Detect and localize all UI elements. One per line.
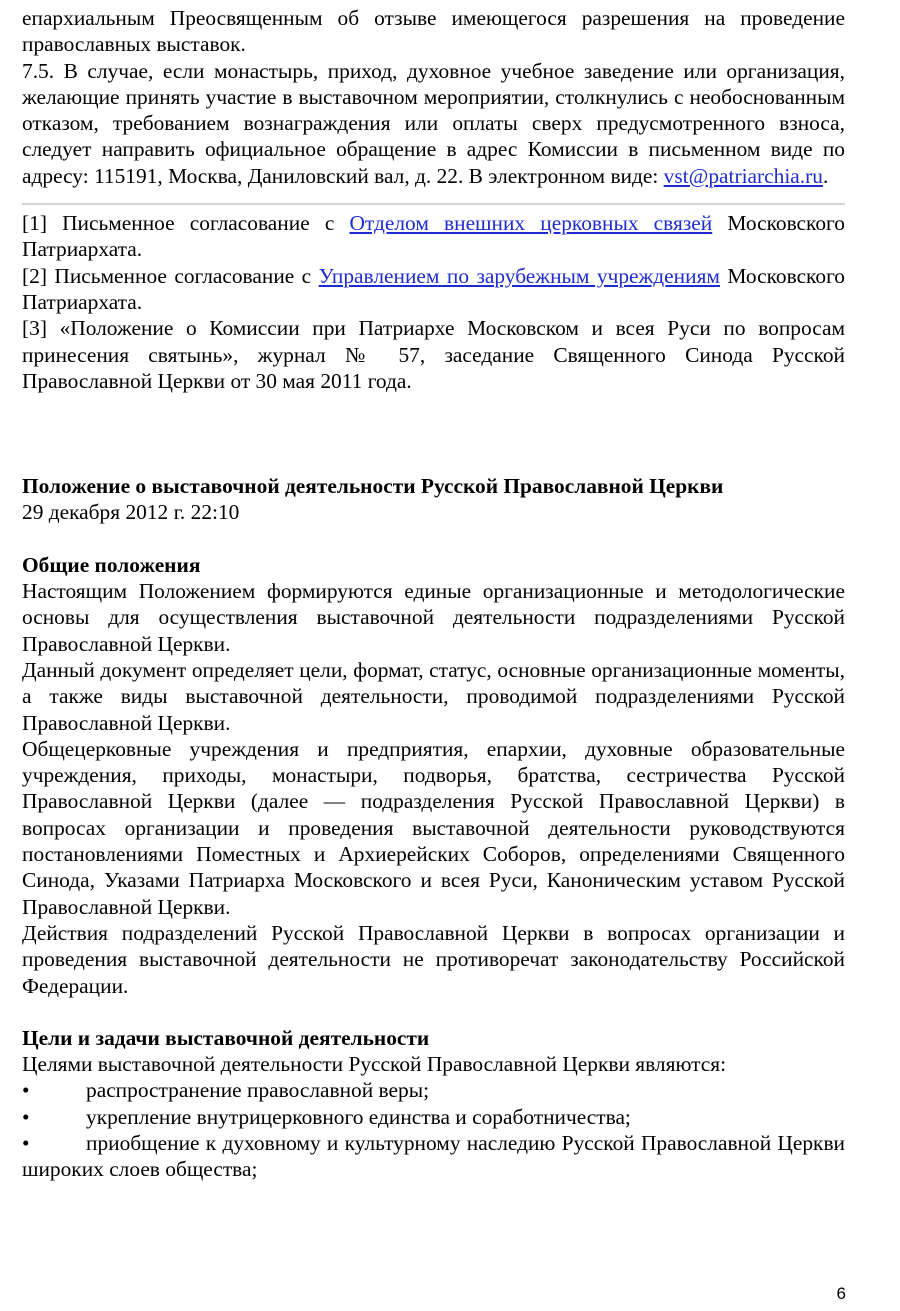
bullet-icon: • bbox=[22, 1078, 30, 1103]
footnote-divider bbox=[22, 203, 845, 205]
footnote-2-text: [2] Письменное согласование с bbox=[22, 263, 319, 288]
goals-intro: Целями выставочной деятельности Русской Православной Церкви являются: bbox=[22, 1052, 727, 1077]
spacer bbox=[22, 394, 845, 473]
page-number: 6 bbox=[836, 1284, 846, 1303]
paragraph-7-5 bbox=[22, 58, 845, 189]
list-item bbox=[22, 1130, 845, 1183]
bullet-icon: • bbox=[22, 1130, 30, 1155]
paragraph: Настоящим Положением формируются единые организационные и методологические основы для осуществления выставочной деятельности подразделениями Русской Православной Церкви. bbox=[22, 579, 845, 656]
footnote-2 bbox=[22, 263, 845, 316]
article-title: Положение о выставочной деятельности Русской Православной Церкви bbox=[22, 474, 724, 499]
footnote-2-text-end: Московского Патриархата. bbox=[22, 263, 845, 314]
paragraph: Общецерковные учреждения и предприятия, епархии, духовные образовательные учреждения, приходы, монастыри, подворья, братства, сестричества Русской Православной Церкви (далее — подразделения Русской Православной Церкви) в вопросах организации и проведения выставочной деятельности руководствуются постановлениями Поместных и Архиерейских Соборов, определениями Священного Синода, Указами Патриарха Московского и всея Руси, Каноническим уставом Русской Православной Церкви. bbox=[22, 736, 845, 919]
paragraph-continuation: епархиальным Преосвященным об отзыве имеющегося разрешения на проведение православных выставок. bbox=[22, 6, 845, 57]
article-date: 29 декабря 2012 г. 22:10 bbox=[22, 500, 240, 525]
footnote-1 bbox=[22, 210, 845, 263]
section-heading-general: Общие положения bbox=[22, 552, 201, 577]
section-heading-goals: Цели и задачи выставочной деятельности bbox=[22, 1025, 430, 1050]
paragraph-7-5-end: . bbox=[822, 163, 829, 188]
bullet-icon: • bbox=[22, 1104, 30, 1129]
paragraph-7-5-text: 7.5. В случае, если монастырь, приход, духовное учебное заведение или организация, желающие принять участие в выставочном мероприятии, столкнулись с необоснованным отказом, требованием вознаграждения или оплаты сверх предусмотренного взноса, следует направить официальное обращение в адрес Комиссии в письменном виде по адресу: 115191, Москва, Даниловский вал, д. 22. В электронном виде: bbox=[22, 58, 845, 188]
footnote-1-text: [1] Письменное согласование с bbox=[22, 211, 350, 236]
email-link[interactable]: vst@patriarchia.ru bbox=[663, 163, 823, 188]
spacer bbox=[22, 999, 845, 1025]
document-body bbox=[22, 5, 845, 1183]
list-item-text: приобщение к духовному и культурному наследию Русской Православной Церкви широких слоев общества; bbox=[22, 1130, 845, 1182]
list-item bbox=[22, 1104, 845, 1130]
paragraph: Действия подразделений Русской Православной Церкви в вопросах организации и проведения выставочной деятельности не противоречат законодательству Российской Федерации. bbox=[22, 920, 845, 998]
spacer bbox=[22, 526, 845, 552]
footnote-3: [3] «Положение о Комиссии при Патриархе Московском и всея Руси по вопросам принесения святынь», журнал № 57, заседание Священного Синода Русской Православной Церкви от 30 мая 2011 года. bbox=[22, 316, 845, 393]
footnote-1-link[interactable]: Отделом внешних церковных связей bbox=[349, 211, 713, 236]
footnote-2-link[interactable]: Управлением по зарубежным учреждениям bbox=[318, 263, 720, 288]
list-item-text: распространение православной веры; bbox=[86, 1078, 430, 1103]
footnote-1-text-end: Московского Патриархата. bbox=[22, 211, 845, 262]
list-item bbox=[22, 1077, 845, 1103]
paragraph: Данный документ определяет цели, формат, статус, основные организационные моменты, а также виды выставочной деятельности, проводимой подразделениями Русской Православной Церкви. bbox=[22, 657, 845, 735]
list-item-text: укрепление внутрицерковного единства и соработничества; bbox=[86, 1104, 631, 1129]
